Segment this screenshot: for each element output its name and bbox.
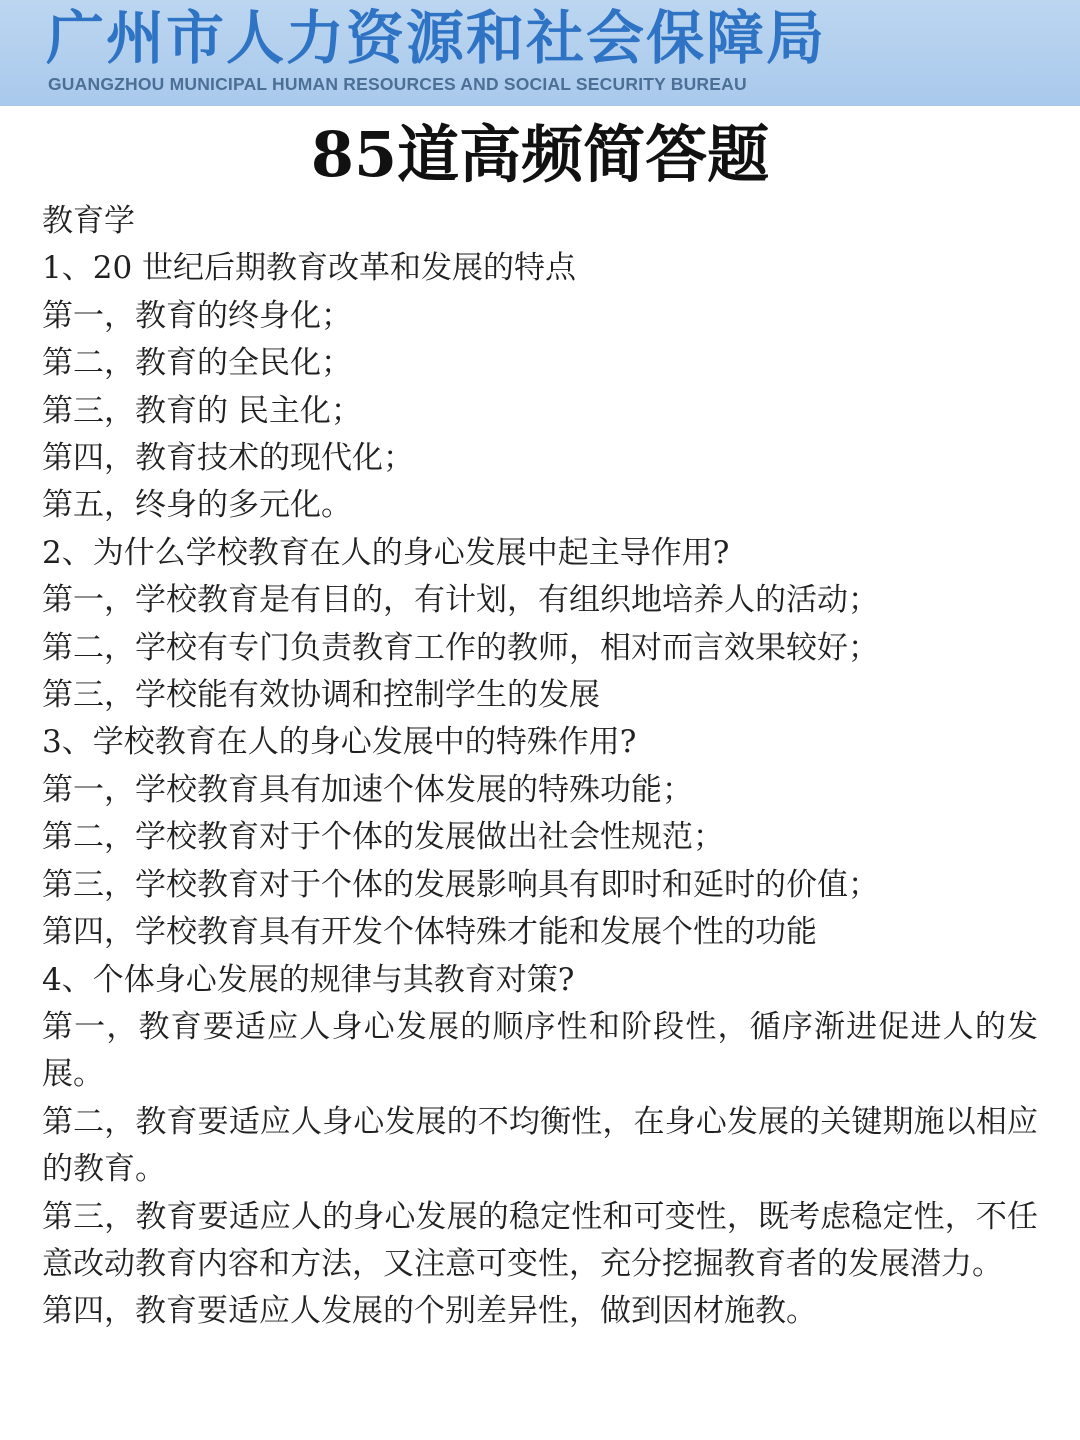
section-heading: 教育学 [42, 203, 135, 239]
document-title: 85道高频简答题 [310, 118, 770, 191]
answer-line: 第四，教育技术的现代化； [42, 440, 414, 477]
answer-paragraph: 第四，教育要适应人发展的个别差异性，做到因材施教。 [42, 1293, 817, 1330]
document-body [42, 198, 1038, 1336]
org-name-english: GUANGZHOU MUNICIPAL HUMAN RESOURCES AND SOCIAL SECURITY BUREAU [48, 74, 747, 94]
answer-line: 第四，学校教育具有开发个体特殊才能和发展个性的功能 [42, 914, 817, 951]
answer-paragraph: 第一，教育要适应人身心发展的顺序性和阶段性，循序渐进促进人的发展。 [42, 1008, 1038, 1093]
answer-paragraph: 第三，教育要适应人的身心发展的稳定性和可变性，既考虑稳定性，不任意改动教育内容和方法，又注意可变性，充分挖掘教育者的发展潜力。 [42, 1198, 1038, 1282]
answer-paragraph: 第二，教育要适应人身心发展的不均衡性，在身心发展的关键期施以相应的教育。 [42, 1103, 1038, 1188]
answer-line: 第二，学校教育对于个体的发展做出社会性规范； [42, 819, 724, 856]
question-1: 1、20 世纪后期教育改革和发展的特点 [42, 250, 577, 287]
question-3: 3、学校教育在人的身心发展中的特殊作用? [42, 724, 637, 761]
answer-line: 第二，学校有专门负责教育工作的教师，相对而言效果较好； [42, 629, 879, 666]
answer-line: 第一，学校教育是有目的，有计划，有组织地培养人的活动； [42, 582, 879, 619]
answer-line: 第一，学校教育具有加速个体发展的特殊功能； [42, 771, 693, 808]
header-banner [0, 0, 1080, 106]
question-2: 2、为什么学校教育在人的身心发展中起主导作用? [42, 534, 730, 571]
answer-line: 第三，教育的 民主化； [42, 392, 362, 429]
answer-line: 第五，终身的多元化。 [42, 487, 352, 524]
answer-line: 第三，学校教育对于个体的发展影响具有即时和延时的价值； [42, 866, 879, 903]
answer-line: 第三，学校能有效协调和控制学生的发展 [42, 677, 600, 714]
org-name-chinese: 广州市人力资源和社会保障局 [46, 4, 827, 72]
answer-line: 第二，教育的全民化； [42, 345, 352, 382]
question-4: 4、个体身心发展的规律与其教育对策? [42, 961, 575, 998]
answer-line: 第一，教育的终身化； [42, 297, 352, 334]
